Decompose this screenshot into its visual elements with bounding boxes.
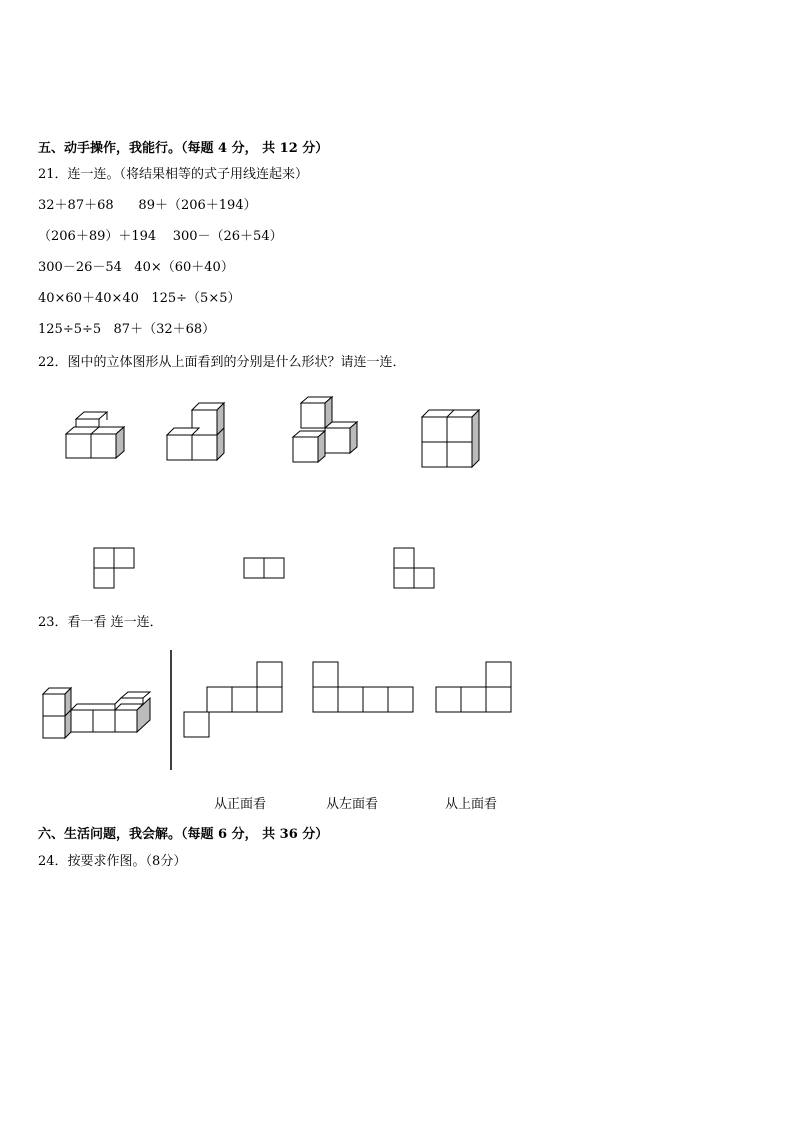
solid-figure-5 [40, 682, 155, 742]
question-22-prompt: 22．图中的立体图形从上面看到的分别是什么形状？请连一连． [38, 355, 406, 370]
view-shape-2 [311, 660, 415, 716]
view-label-front: 从正面看 [214, 797, 267, 812]
top-view-shape-3 [392, 546, 438, 592]
top-view-shape-1 [92, 546, 138, 592]
divider-line [168, 650, 174, 772]
view-label-top: 从上面看 [445, 797, 498, 812]
solid-figure-3 [290, 395, 365, 467]
question-24-prompt: 24．按要求作图。（8分） [38, 854, 187, 869]
view-shape-1 [182, 660, 286, 740]
expression-row: 125÷5÷5 87＋（32＋68） [38, 322, 216, 337]
top-view-shape-2 [242, 556, 288, 582]
expression-row: 300－26－54 40×（60＋40） [38, 260, 234, 275]
question-21-prompt: 21．连一连。（将结果相等的式子用线连起来） [38, 167, 309, 182]
solid-figure-2 [163, 400, 228, 465]
section-heading: 五、动手操作，我能行。（每题 4 分， 共 12 分） [38, 141, 329, 156]
solid-figure-1 [60, 410, 130, 462]
view-label-left: 从左面看 [326, 797, 379, 812]
expression-row: （206＋89）＋194 300－（26＋54） [38, 229, 283, 244]
view-shape-3 [434, 660, 514, 716]
expression-row: 40×60＋40×40 125÷（5×5） [38, 291, 241, 306]
section-heading: 六、生活问题，我会解。（每题 6 分， 共 36 分） [38, 827, 329, 842]
question-23-prompt: 23．看一看 连一连． [38, 615, 163, 630]
expression-row: 32＋87＋68 89＋（206＋194） [38, 198, 257, 213]
solid-figure-4 [418, 405, 486, 473]
